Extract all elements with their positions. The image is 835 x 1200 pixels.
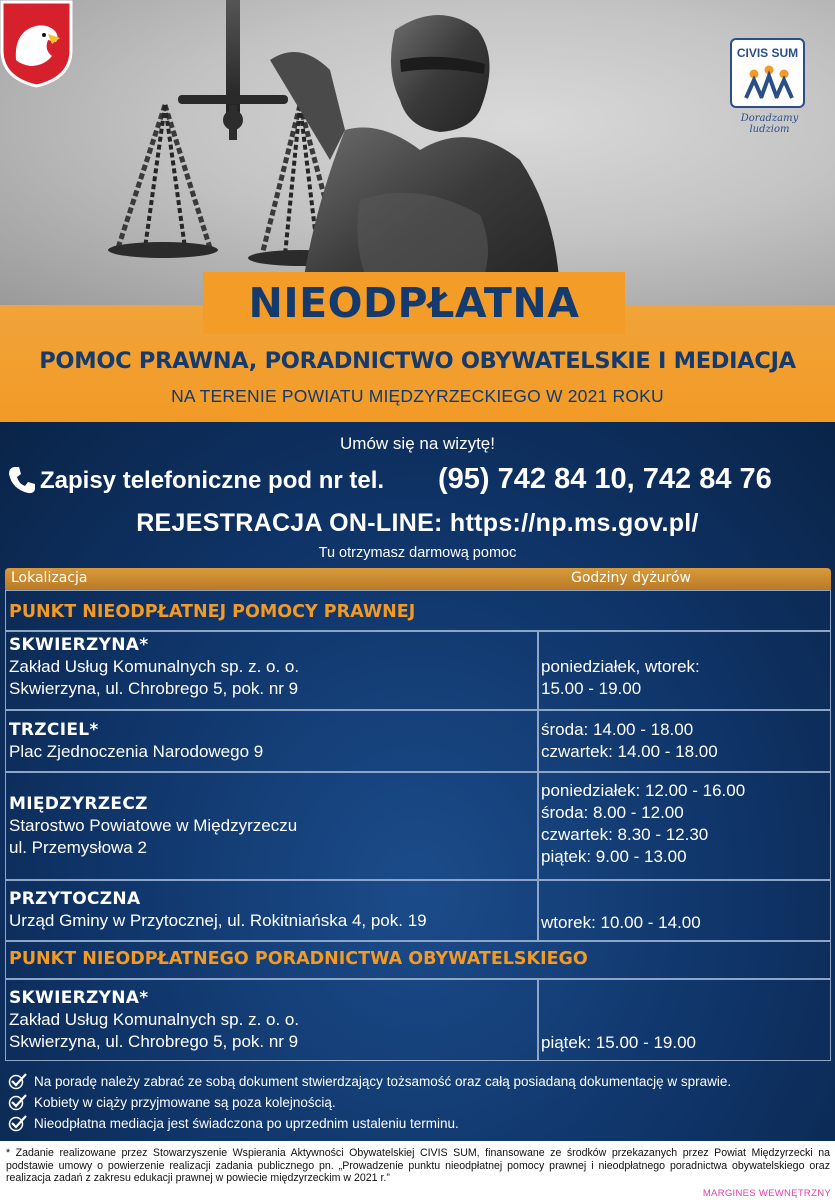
hero-image: [0, 0, 835, 305]
location-address: Skwierzyna, ul. Chrobrego 5, pok. nr 9: [9, 1032, 299, 1051]
table-divider: [5, 771, 831, 773]
hours-line: poniedziałek, wtorek:: [541, 657, 700, 676]
section-heading-legal-aid: PUNKT NIEODPŁATNEJ POMOCY PRAWNEJ: [9, 602, 416, 622]
table-row: [9, 634, 299, 700]
office-hours: [541, 719, 718, 763]
table-header: [5, 568, 831, 590]
page-subtitle: POMOC PRAWNA, PORADNICTWO OBYWATELSKIE I MEDIACJA: [39, 348, 796, 374]
location-address: Zakład Usług Komunalnych sp. z. o. o.: [9, 657, 300, 676]
appointment-text: Umów się na wizytę!: [340, 434, 495, 453]
table-divider: [5, 978, 831, 980]
county-coat-of-arms: [0, 0, 73, 88]
column-divider: [537, 978, 539, 1061]
people-icon: [742, 64, 796, 102]
office-hours: [541, 912, 701, 934]
checkmark-icon: [8, 1114, 28, 1132]
footer: [0, 1141, 835, 1200]
table-row: [9, 719, 263, 763]
note-text: Kobiety w ciąży przyjmowane są poza kolejnością.: [34, 1095, 336, 1110]
table-row: [9, 888, 427, 932]
list-item: [8, 1114, 834, 1135]
margin-label: MARGINES WEWNĘTRZNY: [702, 1188, 831, 1199]
location-address: Plac Zjednoczenia Narodowego 9: [9, 742, 264, 761]
free-help-text: Tu otrzymasz darmową pomoc: [318, 545, 517, 561]
location-name: SKWIERZYNA*: [9, 988, 149, 1008]
location-address: Skwierzyna, ul. Chrobrego 5, pok. nr 9: [9, 679, 299, 698]
phone-icon: [6, 464, 38, 496]
phone-label: Zapisy telefoniczne pod nr tel.: [40, 467, 385, 494]
location-name: PRZYTOCZNA: [9, 889, 141, 909]
notes-list: [8, 1072, 834, 1135]
office-hours: [541, 780, 745, 868]
civis-sum-tagline: Doradzamy ludziom: [740, 113, 799, 135]
location-name: MIĘDZYRZECZ: [9, 794, 148, 814]
page-title: NIEODPŁATNA: [248, 279, 580, 327]
note-text: Na poradę należy zabrać ze sobą dokument stwierdzający tożsamość oraz całą posiadaną dokumentację w sprawie.: [34, 1074, 732, 1089]
phone-numbers[interactable]: (95) 742 84 10, 742 84 76: [438, 463, 772, 495]
civis-sum-logo: [730, 38, 805, 108]
column-header-hours: Godziny dyżurów: [571, 570, 692, 586]
hours-line: środa: 8.00 - 12.00: [541, 803, 684, 822]
table-divider: [5, 879, 831, 881]
phone-row: [0, 462, 835, 498]
note-text: Nieodpłatna mediacja jest świadczona po uprzednim ustaleniu terminu.: [34, 1116, 459, 1131]
page-subtitle-region: NA TERENIE POWIATU MIĘDZYRZECKIEGO W 2021 ROKU: [171, 386, 664, 406]
list-item: [8, 1093, 834, 1114]
hours-line: piątek: 15.00 - 19.00: [541, 1033, 697, 1052]
justice-statue-illustration: [0, 0, 835, 305]
location-address: Urząd Gminy w Przytocznej, ul. Rokitniańska 4, pok. 19: [9, 911, 427, 930]
hours-line: czwartek: 8.30 - 12.30: [541, 825, 709, 844]
checkmark-icon: [8, 1072, 28, 1090]
hours-line: piątek: 9.00 - 13.00: [541, 847, 687, 866]
hours-line: środa: 14.00 - 18.00: [541, 720, 694, 739]
table-divider: [5, 709, 831, 711]
office-hours: [541, 1032, 696, 1054]
location-name: TRZCIEL*: [9, 720, 99, 740]
location-address: ul. Przemysłowa 2: [9, 838, 147, 857]
location-address: Zakład Usług Komunalnych sp. z. o. o.: [9, 1010, 300, 1029]
table-divider: [5, 630, 831, 632]
list-item: [8, 1072, 834, 1093]
table-row: [9, 987, 299, 1053]
hours-line: czwartek: 14.00 - 18.00: [541, 742, 718, 761]
civis-sum-logo-title: CIVIS SUM: [736, 46, 799, 60]
hours-line: wtorek: 10.00 - 14.00: [541, 913, 701, 932]
table-row: [9, 793, 297, 859]
footer-disclaimer: * Zadanie realizowane przez Stowarzyszenie Wspierania Aktywności Obywatelskiej CIVIS SUM, finansowane ze środków przekazanych przez Powiat Międzyrzecki na podstawie umowy o powierzenie realizacji zadania publicznego pn. „Prowadzenie punktu nieodpłatnej pomocy prawnej i nieodpłatnego poradnictwa obywatelskiego oraz realizacja zadań z zakresu edukacji prawnej w powiecie międzyrzeckim w 2021 r.”: [6, 1147, 830, 1185]
column-divider: [537, 630, 539, 940]
hours-line: poniedziałek: 12.00 - 16.00: [541, 781, 746, 800]
location-address: Starostwo Powiatowe w Międzyrzeczu: [9, 816, 298, 835]
section-heading-civic-advice: PUNKT NIEODPŁATNEGO PORADNICTWA OBYWATELSKIEGO: [9, 949, 588, 969]
hours-line: 15.00 - 19.00: [541, 679, 642, 698]
office-hours: [541, 656, 700, 700]
title-box: [203, 272, 625, 334]
table-divider: [5, 940, 831, 942]
checkmark-icon: [8, 1093, 28, 1111]
column-header-location: Lokalizacja: [11, 570, 88, 586]
online-registration-link[interactable]: REJESTRACJA ON-LINE: https://np.ms.gov.pl/: [136, 509, 699, 537]
location-name: SKWIERZYNA*: [9, 635, 149, 655]
